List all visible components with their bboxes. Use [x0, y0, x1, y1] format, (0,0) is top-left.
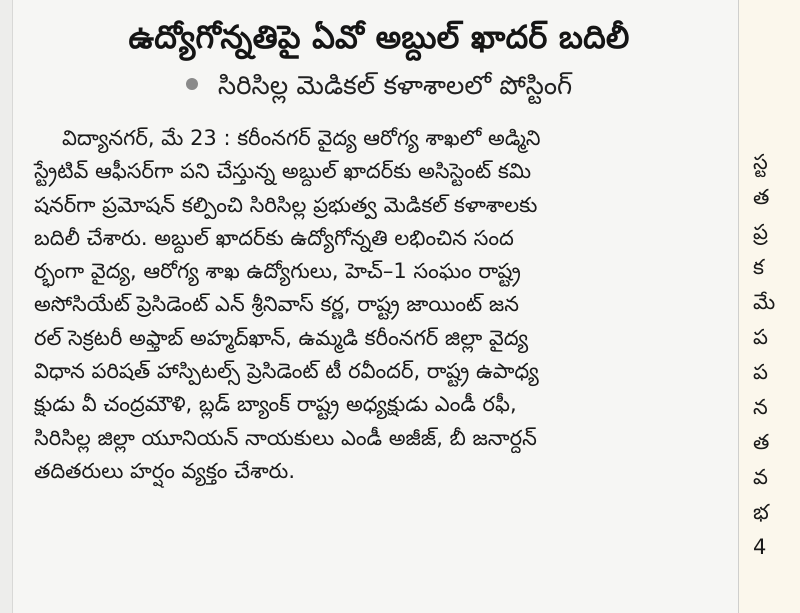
body-line: అసోసియేట్ ప్రెసిడెంట్ ఎన్ శ్రీనివాస్ కర్ణ, రాష్ట్ర జాయింట్ జన — [34, 292, 519, 317]
adjacent-text-fragment: క — [753, 255, 764, 279]
left-column-edge — [0, 0, 13, 613]
adjacent-text-fragment: త — [753, 185, 770, 209]
adjacent-text-fragment: మే — [753, 290, 776, 314]
headline: ఉద్యోగోన్నతిపై ఏవో అబ్దుల్ ఖాదర్ బదిలీ — [128, 18, 630, 56]
body-line: షనర్‌గా ప్రమోషన్ కల్పించి సిరిసిల్ల ప్రభుత్వ మెడికల్ కళాశాలకు — [34, 192, 538, 217]
body-line: తదితరులు హర్షం వ్యక్తం చేశారు. — [34, 458, 295, 483]
adjacent-text-fragment: ప — [753, 325, 768, 349]
adjacent-text-fragment: న — [753, 395, 768, 419]
subheadline-row — [34, 64, 724, 108]
adjacent-text-fragment: 4 — [753, 535, 767, 559]
adjacent-text-fragment: వ — [753, 465, 768, 489]
body-line: ర్భంగా వైద్య, ఆరోగ్య శాఖ ఉద్యోగులు, హెచ్–1 సంఘం రాష్ట్ర — [34, 259, 521, 284]
body-line: విద్యానగర్, మే 23 : కరీంనగర్ వైద్య ఆరోగ్య శాఖలో అడ్మిని — [62, 126, 541, 150]
adjacent-text-fragment: భ — [753, 500, 769, 524]
body-line: క్షుడు వీ చంద్రమౌళి, బ్లడ్ బ్యాంక్ రాష్ట్ర అధ్యక్షుడు ఎండీ రఫీ, — [34, 392, 517, 417]
body-line: బదిలీ చేశారు. అబ్దుల్ ఖాదర్‌కు ఉద్యోగోన్నతి లభించిన సంద — [34, 225, 514, 250]
adjacent-text-fragment: స్ట — [753, 150, 768, 174]
subheadline: సిరిసిల్ల మెడికల్ కళాశాలలో పోస్టింగ్ — [217, 71, 573, 101]
adjacent-text-fragment: ప్ర — [753, 220, 768, 244]
article-body — [34, 122, 724, 488]
body-line: విధాన పరిషత్ హాస్పిటల్స్ ప్రెసిడెంట్ టీ రవీందర్, రాష్ట్ర ఉపాధ్య — [34, 359, 539, 384]
adjacent-text-fragment: త — [753, 430, 770, 454]
body-line: స్ట్రేటివ్ ఆఫీసర్‌గా పని చేస్తున్న అబ్దుల్ ఖాదర్‌కు అసిస్టెంట్ కమి — [34, 159, 532, 184]
bullet-icon — [186, 78, 198, 90]
adjacent-text-fragment: ప — [753, 360, 768, 384]
adjacent-article-column — [739, 0, 800, 613]
body-line: సిరిసిల్ల జిల్లా యూనియన్ నాయకులు ఎండీ అజీజ్, బీ జనార్దన్ — [34, 425, 537, 450]
body-line: రల్ సెక్రటరీ అఫ్తాబ్ అహ్మద్‌ఖాన్, ఉమ్మడి కరీంనగర్ జిల్లా వైద్య — [34, 325, 529, 350]
article — [34, 10, 724, 488]
